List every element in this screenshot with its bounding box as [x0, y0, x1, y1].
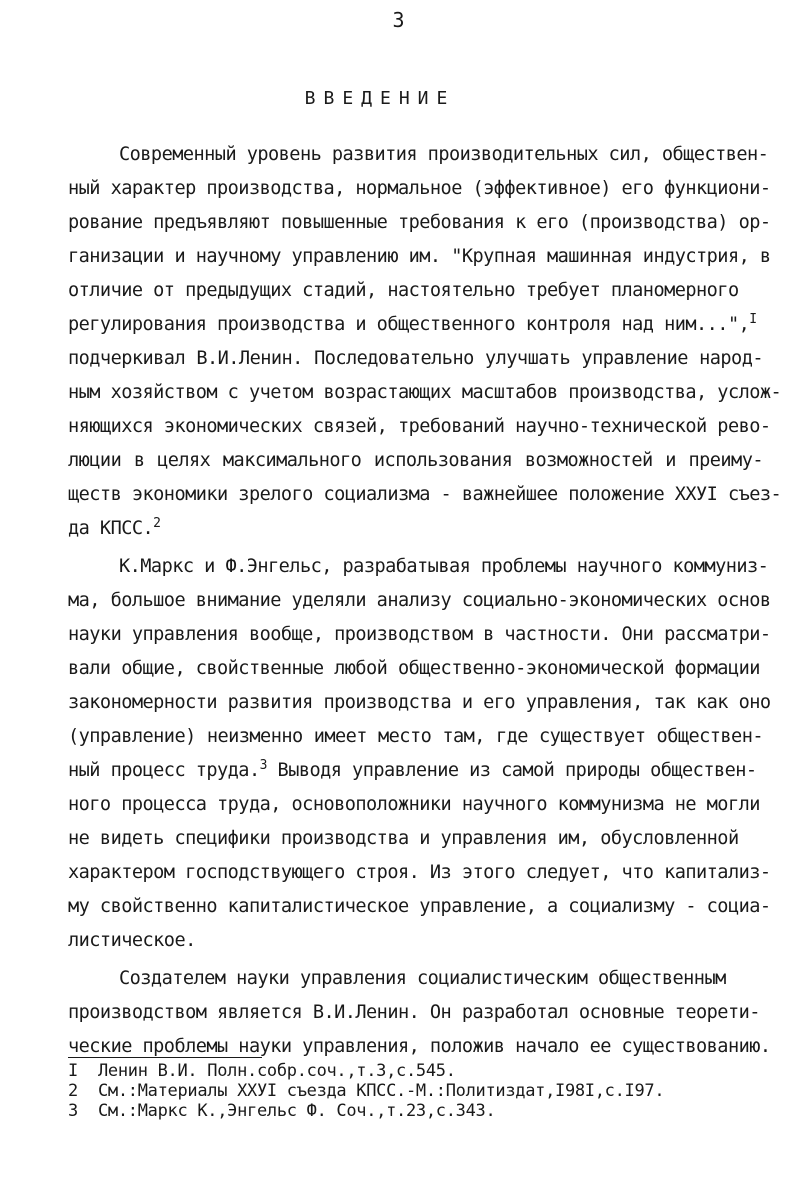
footnote	[68, 1062, 456, 1080]
text-line	[68, 512, 763, 546]
footnote-ref: I	[749, 312, 757, 327]
text-line: ный характер производства, нормальное (эффективное) его функциони-	[68, 178, 771, 199]
text-segment: регулирования производства и общественного контроля над ним...",	[68, 314, 750, 335]
text-line: не видеть специфики производства и управления им, обусловленной	[68, 828, 739, 849]
text-line: Создателем науки управления социалистическим общественным	[119, 968, 726, 989]
footnote-number: 2	[68, 1081, 78, 1101]
text-line: К.Маркс и Ф.Энгельс, разрабатывая проблемы научного коммуниз-	[119, 556, 769, 577]
page-number: 3	[392, 8, 405, 32]
text-line: вали общие, свойственные любой общественно-экономической формации	[68, 658, 760, 679]
text-line: Современный уровень развития производительных сил, обществен-	[119, 144, 769, 165]
text-line: ным хозяйством с учетом возрастающих масштабов производства, услож-	[68, 382, 782, 403]
footnote-text: См.:Материалы ХХУI съезда КПСС.-М.:Политиздат,I98I,с.I97.	[98, 1081, 665, 1101]
text-line: му свойственно капиталистическое управление, а социализму - социа-	[68, 896, 771, 917]
text-line: ного процесса труда, основоположники научного коммунизма не могли	[68, 794, 760, 815]
text-line: закономерности развития производства и его управления, так как оно	[68, 692, 771, 713]
text-line	[68, 754, 763, 788]
section-title: ВВЕДЕНИЕ	[304, 88, 456, 109]
text-line: няющихся экономических связей, требований научно-технической рево-	[68, 416, 771, 437]
text-line: листическое.	[68, 930, 196, 951]
text-line	[68, 308, 763, 342]
footnote-text: Ленин В.И. Полн.собр.соч.,т.3,с.545.	[98, 1061, 456, 1081]
footnote	[68, 1102, 495, 1120]
text-line: характером господствующего строя. Из этого следует, что капитализ-	[68, 862, 771, 883]
text-segment: ный процесс труда.	[68, 760, 260, 781]
text-line: рование предъявляют повышенные требования к его (производства) ор-	[68, 212, 771, 233]
text-line: ма, большое внимание уделяли анализу социально-экономических основ	[68, 590, 771, 611]
text-line: производством является В.И.Ленин. Он разработал основные теорети-	[68, 1002, 760, 1023]
footnote-ref: 2	[153, 516, 161, 531]
footnote-ref: 3	[259, 758, 267, 773]
text-line: отличие от предыдущих стадий, настоятельно требует планомерного	[68, 280, 739, 301]
footnote-separator	[68, 1057, 262, 1058]
text-line: ганизации и научному управлению им. "Крупная машинная индустрия, в	[68, 246, 771, 267]
footnote	[68, 1082, 664, 1100]
text-line: ществ экономики зрелого социализма - важнейшее положение ХХУI съез-	[68, 484, 782, 505]
text-segment: да КПСС.	[68, 518, 154, 539]
footnote-number: I	[68, 1061, 78, 1081]
text-line: подчеркивал В.И.Ленин. Последовательно улучшать управление народ-	[68, 348, 763, 369]
text-segment: Выводя управление из самой природы обществен-	[277, 760, 757, 781]
text-line: (управление) неизменно имеет место там, где существует обществен-	[68, 726, 763, 747]
text-line: науки управления вообще, производством в частности. Они рассматри-	[68, 624, 771, 645]
text-line: ческие проблемы науки управления, положив начало ее существованию.	[68, 1036, 771, 1057]
text-line: люции в целях максимального использования возможностей и преиму-	[68, 450, 763, 471]
footnote-number: 3	[68, 1101, 78, 1121]
footnote-text: См.:Маркс К.,Энгельс Ф. Соч.,т.23,с.343.	[98, 1101, 496, 1121]
